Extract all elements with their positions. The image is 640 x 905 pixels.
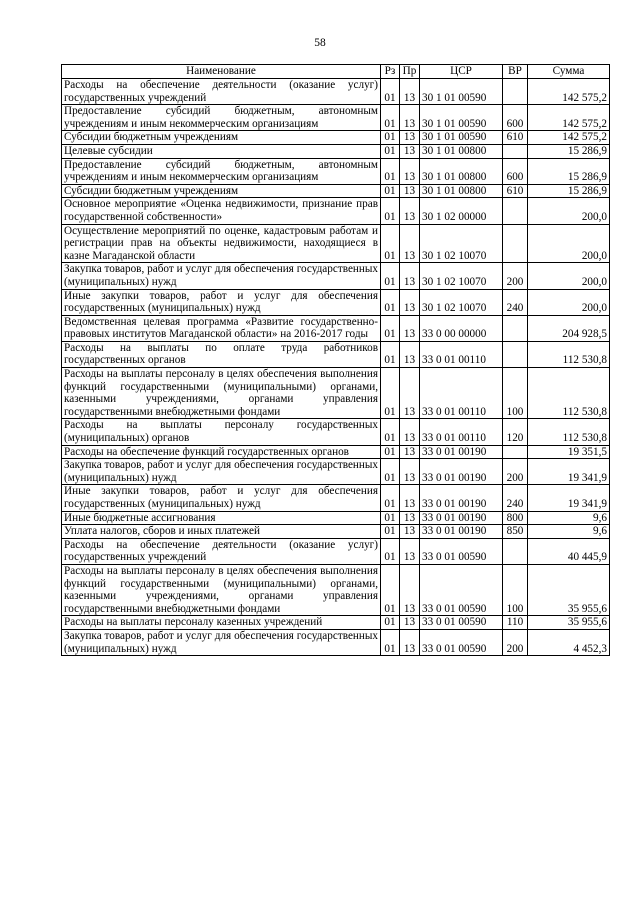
cell-sum: 200,0 [528, 198, 610, 224]
cell-name: Иные бюджетные ассигнования [62, 511, 381, 525]
cell-csr: 33 0 01 00190 [420, 459, 503, 485]
cell-name: Уплата налогов, сборов и иных платежей [62, 525, 381, 539]
cell-name: Предоставление субсидий бюджетным, автономным учреждениям и иным некоммерческим организациям [62, 105, 381, 131]
cell-csr: 30 1 01 00800 [420, 158, 503, 184]
cell-name: Осуществление мероприятий по оценке, кадастровым работам и регистрации прав на объекты недвижимости, находящиеся в казне Магаданской области [62, 224, 381, 263]
cell-vr [503, 144, 528, 158]
header-rz: Рз [381, 65, 400, 79]
cell-vr: 610 [503, 184, 528, 198]
table-row [62, 368, 610, 419]
table-row [62, 445, 610, 459]
cell-pr: 13 [400, 315, 420, 341]
table-row [62, 105, 610, 131]
cell-name: Расходы на выплаты персоналу в целях обеспечения выполнения функций государственными (муниципальными) органами, казенными учреждениями, органами управления государственными внебюджетными фондами [62, 368, 381, 419]
cell-rz: 01 [381, 616, 400, 630]
table-row [62, 184, 610, 198]
cell-rz: 01 [381, 445, 400, 459]
header-sum: Сумма [528, 65, 610, 79]
cell-pr: 13 [400, 419, 420, 445]
cell-name: Расходы на выплаты персоналу казенных учреждений [62, 616, 381, 630]
cell-pr: 13 [400, 368, 420, 419]
table-row [62, 144, 610, 158]
cell-csr: 33 0 01 00190 [420, 445, 503, 459]
table-row [62, 224, 610, 263]
header-csr: ЦСР [420, 65, 503, 79]
cell-rz: 01 [381, 459, 400, 485]
cell-pr: 13 [400, 158, 420, 184]
cell-vr: 800 [503, 511, 528, 525]
cell-pr: 13 [400, 616, 420, 630]
cell-name: Закупка товаров, работ и услуг для обеспечения государственных (муниципальных) нужд [62, 629, 381, 655]
cell-name: Субсидии бюджетным учреждениям [62, 131, 381, 145]
cell-csr: 30 1 02 10070 [420, 289, 503, 315]
cell-vr [503, 341, 528, 367]
cell-sum: 19 341,9 [528, 485, 610, 511]
cell-csr: 33 0 01 00110 [420, 341, 503, 367]
cell-csr: 30 1 02 00000 [420, 198, 503, 224]
cell-vr: 600 [503, 105, 528, 131]
cell-pr: 13 [400, 341, 420, 367]
cell-name: Предоставление субсидий бюджетным, автономным учреждениям и иным некоммерческим организациям [62, 158, 381, 184]
cell-sum: 19 351,5 [528, 445, 610, 459]
cell-pr: 13 [400, 289, 420, 315]
cell-vr: 100 [503, 368, 528, 419]
header-vr: ВР [503, 65, 528, 79]
table-row [62, 79, 610, 105]
cell-sum: 142 575,2 [528, 105, 610, 131]
cell-rz: 01 [381, 564, 400, 615]
cell-csr: 30 1 02 10070 [420, 224, 503, 263]
table-row [62, 629, 610, 655]
cell-vr [503, 198, 528, 224]
cell-csr: 33 0 01 00110 [420, 419, 503, 445]
table-row [62, 289, 610, 315]
cell-sum: 15 286,9 [528, 184, 610, 198]
header-pr: Пр [400, 65, 420, 79]
cell-rz: 01 [381, 538, 400, 564]
cell-rz: 01 [381, 158, 400, 184]
cell-vr [503, 315, 528, 341]
cell-csr: 33 0 01 00190 [420, 511, 503, 525]
cell-name: Основное мероприятие «Оценка недвижимости, признание прав государственной собственности» [62, 198, 381, 224]
cell-csr: 30 1 01 00590 [420, 105, 503, 131]
cell-csr: 30 1 02 10070 [420, 263, 503, 289]
cell-name: Ведомственная целевая программа «Развитие государственно-правовых институтов Магаданской области» на 2016-2017 годы [62, 315, 381, 341]
cell-csr: 30 1 01 00590 [420, 131, 503, 145]
cell-name: Расходы на обеспечение деятельности (оказание услуг) государственных учреждений [62, 79, 381, 105]
cell-rz: 01 [381, 289, 400, 315]
cell-name: Расходы на обеспечение функций государственных органов [62, 445, 381, 459]
cell-name: Закупка товаров, работ и услуг для обеспечения государственных (муниципальных) нужд [62, 263, 381, 289]
cell-pr: 13 [400, 485, 420, 511]
cell-vr [503, 224, 528, 263]
cell-rz: 01 [381, 263, 400, 289]
cell-vr: 600 [503, 158, 528, 184]
cell-rz: 01 [381, 131, 400, 145]
cell-sum: 40 445,9 [528, 538, 610, 564]
cell-vr: 110 [503, 616, 528, 630]
cell-vr [503, 538, 528, 564]
cell-csr: 33 0 01 00110 [420, 368, 503, 419]
cell-rz: 01 [381, 144, 400, 158]
cell-sum: 200,0 [528, 289, 610, 315]
cell-rz: 01 [381, 368, 400, 419]
header-name: Наименование [62, 65, 381, 79]
table-row [62, 538, 610, 564]
table-row [62, 511, 610, 525]
cell-pr: 13 [400, 564, 420, 615]
cell-rz: 01 [381, 511, 400, 525]
cell-csr: 33 0 00 00000 [420, 315, 503, 341]
cell-csr: 30 1 01 00800 [420, 184, 503, 198]
cell-sum: 112 530,8 [528, 341, 610, 367]
page-number: 58 [314, 37, 326, 49]
cell-pr: 13 [400, 459, 420, 485]
cell-vr: 200 [503, 263, 528, 289]
cell-rz: 01 [381, 79, 400, 105]
cell-rz: 01 [381, 485, 400, 511]
cell-rz: 01 [381, 224, 400, 263]
cell-sum: 204 928,5 [528, 315, 610, 341]
cell-pr: 13 [400, 144, 420, 158]
table-row [62, 131, 610, 145]
cell-name: Расходы на выплаты по оплате труда работников государственных органов [62, 341, 381, 367]
cell-pr: 13 [400, 263, 420, 289]
cell-name: Иные закупки товаров, работ и услуг для обеспечения государственных (муниципальных) нужд [62, 289, 381, 315]
table-row [62, 198, 610, 224]
cell-vr: 850 [503, 525, 528, 539]
cell-name: Расходы на обеспечение деятельности (оказание услуг) государственных учреждений [62, 538, 381, 564]
cell-pr: 13 [400, 511, 420, 525]
cell-rz: 01 [381, 629, 400, 655]
cell-sum: 35 955,6 [528, 564, 610, 615]
cell-name: Иные закупки товаров, работ и услуг для обеспечения государственных (муниципальных) нужд [62, 485, 381, 511]
cell-pr: 13 [400, 538, 420, 564]
cell-pr: 13 [400, 105, 420, 131]
cell-pr: 13 [400, 525, 420, 539]
cell-pr: 13 [400, 131, 420, 145]
table-row [62, 616, 610, 630]
cell-sum: 9,6 [528, 525, 610, 539]
cell-sum: 200,0 [528, 224, 610, 263]
cell-pr: 13 [400, 184, 420, 198]
cell-name: Целевые субсидии [62, 144, 381, 158]
cell-sum: 9,6 [528, 511, 610, 525]
table-row [62, 419, 610, 445]
cell-sum: 142 575,2 [528, 131, 610, 145]
cell-rz: 01 [381, 341, 400, 367]
cell-rz: 01 [381, 419, 400, 445]
cell-pr: 13 [400, 224, 420, 263]
cell-csr: 33 0 01 00590 [420, 629, 503, 655]
cell-vr: 240 [503, 289, 528, 315]
cell-csr: 33 0 01 00590 [420, 616, 503, 630]
cell-rz: 01 [381, 315, 400, 341]
cell-pr: 13 [400, 445, 420, 459]
cell-sum: 112 530,8 [528, 419, 610, 445]
cell-name: Расходы на выплаты персоналу в целях обеспечения выполнения функций государственными (муниципальными) органами, казенными учреждениями, органами управления государственными внебюджетными фондами [62, 564, 381, 615]
table-row [62, 315, 610, 341]
cell-rz: 01 [381, 525, 400, 539]
cell-vr [503, 79, 528, 105]
cell-sum: 35 955,6 [528, 616, 610, 630]
table-row [62, 263, 610, 289]
cell-csr: 33 0 01 00590 [420, 538, 503, 564]
cell-vr [503, 445, 528, 459]
cell-csr: 33 0 01 00590 [420, 564, 503, 615]
table-header-row [62, 65, 610, 79]
table-row [62, 525, 610, 539]
cell-vr: 100 [503, 564, 528, 615]
cell-csr: 33 0 01 00190 [420, 525, 503, 539]
cell-rz: 01 [381, 198, 400, 224]
cell-rz: 01 [381, 184, 400, 198]
table-row [62, 459, 610, 485]
table-row [62, 485, 610, 511]
cell-sum: 15 286,9 [528, 158, 610, 184]
cell-csr: 33 0 01 00190 [420, 485, 503, 511]
cell-sum: 15 286,9 [528, 144, 610, 158]
cell-pr: 13 [400, 629, 420, 655]
cell-pr: 13 [400, 79, 420, 105]
cell-vr: 120 [503, 419, 528, 445]
cell-sum: 19 341,9 [528, 459, 610, 485]
cell-csr: 30 1 01 00800 [420, 144, 503, 158]
cell-sum: 4 452,3 [528, 629, 610, 655]
cell-rz: 01 [381, 105, 400, 131]
cell-vr: 240 [503, 485, 528, 511]
table-row [62, 158, 610, 184]
cell-vr: 200 [503, 459, 528, 485]
table-row [62, 564, 610, 615]
cell-name: Закупка товаров, работ и услуг для обеспечения государственных (муниципальных) нужд [62, 459, 381, 485]
cell-name: Субсидии бюджетным учреждениям [62, 184, 381, 198]
cell-sum: 200,0 [528, 263, 610, 289]
table-row [62, 341, 610, 367]
cell-csr: 30 1 01 00590 [420, 79, 503, 105]
cell-sum: 142 575,2 [528, 79, 610, 105]
budget-table [61, 64, 610, 656]
cell-pr: 13 [400, 198, 420, 224]
cell-vr: 200 [503, 629, 528, 655]
cell-vr: 610 [503, 131, 528, 145]
cell-name: Расходы на выплаты персоналу государственных (муниципальных) органов [62, 419, 381, 445]
cell-sum: 112 530,8 [528, 368, 610, 419]
